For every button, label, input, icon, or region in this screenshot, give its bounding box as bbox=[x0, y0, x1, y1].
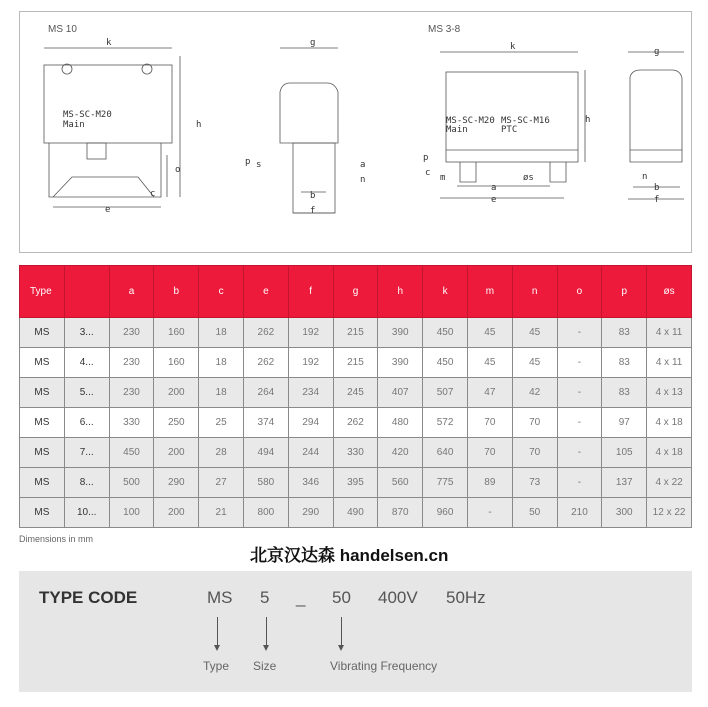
column-header: a bbox=[109, 266, 154, 318]
table-row bbox=[20, 318, 692, 348]
dimension-cell: 200 bbox=[154, 438, 199, 468]
dimension-cell: 294 bbox=[288, 408, 333, 438]
dim-m-right: m bbox=[440, 173, 446, 183]
dim-k: k bbox=[106, 38, 112, 48]
dimension-cell: 330 bbox=[109, 408, 154, 438]
dimension-cell: 262 bbox=[243, 318, 288, 348]
dimension-cell: 18 bbox=[199, 348, 244, 378]
dimension-cell: 572 bbox=[423, 408, 468, 438]
column-header: o bbox=[557, 266, 602, 318]
dimension-cell: 25 bbox=[199, 408, 244, 438]
connector-label: MS-SC-M20 bbox=[63, 110, 112, 120]
dim-g: g bbox=[310, 38, 316, 48]
connector1-sub: Main bbox=[446, 125, 468, 135]
arrow-down-icon bbox=[266, 617, 267, 647]
dimension-cell: 160 bbox=[154, 318, 199, 348]
dim-n-right: n bbox=[642, 172, 648, 182]
dimension-cell: 70 bbox=[512, 408, 557, 438]
dimension-cell: 290 bbox=[288, 498, 333, 528]
dimension-cell: 480 bbox=[378, 408, 423, 438]
dimension-cell: 230 bbox=[109, 378, 154, 408]
column-header: k bbox=[423, 266, 468, 318]
dim-e: e bbox=[105, 205, 111, 215]
dimension-cell: 230 bbox=[109, 318, 154, 348]
column-header: c bbox=[199, 266, 244, 318]
dim-h: h bbox=[196, 120, 202, 130]
dimension-cell: 45 bbox=[512, 318, 557, 348]
type-cell: 5... bbox=[64, 378, 109, 408]
column-header: b bbox=[154, 266, 199, 318]
column-header: Type bbox=[20, 266, 65, 318]
arrow-down-icon bbox=[341, 617, 342, 647]
dimension-cell: 18 bbox=[199, 378, 244, 408]
dim-os-right: øs bbox=[523, 173, 534, 183]
dimension-cell: - bbox=[557, 468, 602, 498]
dimension-cell: 490 bbox=[333, 498, 378, 528]
column-header: e bbox=[243, 266, 288, 318]
dimension-cell: 390 bbox=[378, 318, 423, 348]
type-cell: 10... bbox=[64, 498, 109, 528]
dimension-cell: - bbox=[557, 408, 602, 438]
dimension-cell: 89 bbox=[467, 468, 512, 498]
dimension-cell: 262 bbox=[243, 348, 288, 378]
code-part-voltage: 400V bbox=[378, 588, 418, 607]
dim-o: o bbox=[175, 165, 181, 175]
dimension-cell: - bbox=[557, 378, 602, 408]
table-row bbox=[20, 498, 692, 528]
column-header: g bbox=[333, 266, 378, 318]
dimension-cell: 870 bbox=[378, 498, 423, 528]
dimension-cell: 290 bbox=[154, 468, 199, 498]
dimension-cell: 245 bbox=[333, 378, 378, 408]
dimension-cell: 230 bbox=[109, 348, 154, 378]
table-row bbox=[20, 438, 692, 468]
dimension-cell: 192 bbox=[288, 348, 333, 378]
ms10-title: MS 10 bbox=[48, 24, 77, 35]
dimension-cell: 83 bbox=[602, 348, 647, 378]
dimension-cell: - bbox=[557, 438, 602, 468]
dimension-cell: 50 bbox=[512, 498, 557, 528]
column-header: n bbox=[512, 266, 557, 318]
dimension-cell: 4 x 13 bbox=[647, 378, 692, 408]
type-cell: MS bbox=[20, 348, 65, 378]
dim-h-right: h bbox=[585, 115, 591, 125]
dimension-cell: 200 bbox=[154, 498, 199, 528]
dimension-cell: 70 bbox=[467, 438, 512, 468]
dimension-cell: 97 bbox=[602, 408, 647, 438]
dim-e-right: e bbox=[491, 195, 497, 205]
drawing-labels bbox=[20, 12, 693, 254]
column-header: øs bbox=[647, 266, 692, 318]
type-cell: MS bbox=[20, 378, 65, 408]
dim-a: a bbox=[360, 160, 366, 170]
dim-g-right: g bbox=[654, 47, 660, 57]
dimension-cell: 42 bbox=[512, 378, 557, 408]
dim-c: c bbox=[150, 189, 156, 199]
type-cell: MS bbox=[20, 438, 65, 468]
dimension-cell: 4 x 22 bbox=[647, 468, 692, 498]
dimension-cell: 215 bbox=[333, 318, 378, 348]
dimension-cell: - bbox=[467, 498, 512, 528]
dimension-drawing bbox=[19, 11, 692, 253]
dimension-cell: 390 bbox=[378, 348, 423, 378]
dim-b: b bbox=[310, 191, 316, 201]
dimension-cell: 800 bbox=[243, 498, 288, 528]
dim-p: p bbox=[245, 157, 251, 167]
column-header: f bbox=[288, 266, 333, 318]
dimension-cell: 640 bbox=[423, 438, 468, 468]
dimension-cell: 45 bbox=[512, 348, 557, 378]
dimension-cell: 450 bbox=[423, 318, 468, 348]
dimension-cell: 45 bbox=[467, 348, 512, 378]
table-row bbox=[20, 378, 692, 408]
dimension-cell: 18 bbox=[199, 318, 244, 348]
code-part-size: 5 bbox=[260, 588, 270, 607]
dimension-cell: 244 bbox=[288, 438, 333, 468]
ms3-8-title: MS 3-8 bbox=[428, 24, 461, 35]
table-row bbox=[20, 468, 692, 498]
dimensions-table bbox=[19, 265, 692, 528]
dimension-cell: 395 bbox=[333, 468, 378, 498]
dimension-cell: 262 bbox=[333, 408, 378, 438]
type-cell: MS bbox=[20, 468, 65, 498]
code-part-hz: 50Hz bbox=[446, 588, 486, 607]
dimension-cell: - bbox=[557, 348, 602, 378]
dimension-cell: 234 bbox=[288, 378, 333, 408]
dimension-cell: 580 bbox=[243, 468, 288, 498]
dimension-cell: 560 bbox=[378, 468, 423, 498]
dimension-cell: 12 x 22 bbox=[647, 498, 692, 528]
dim-f: f bbox=[310, 206, 316, 216]
dimension-cell: 70 bbox=[467, 408, 512, 438]
dimension-cell: 21 bbox=[199, 498, 244, 528]
dimension-cell: 960 bbox=[423, 498, 468, 528]
label-size: Size bbox=[253, 659, 277, 673]
code-part-type: MS bbox=[207, 588, 233, 607]
dimensions-note: Dimensions in mm bbox=[19, 534, 94, 544]
dimension-cell: 73 bbox=[512, 468, 557, 498]
type-cell: 4... bbox=[64, 348, 109, 378]
dimension-cell: 300 bbox=[602, 498, 647, 528]
dimension-cell: 374 bbox=[243, 408, 288, 438]
column-header: p bbox=[602, 266, 647, 318]
type-cell: 8... bbox=[64, 468, 109, 498]
code-part-frequency: 50 bbox=[332, 588, 351, 607]
dim-n: n bbox=[360, 175, 366, 185]
code-part-sep: _ bbox=[296, 588, 306, 607]
dimension-cell: 47 bbox=[467, 378, 512, 408]
dimension-cell: 4 x 18 bbox=[647, 408, 692, 438]
dimension-cell: 507 bbox=[423, 378, 468, 408]
column-header: m bbox=[467, 266, 512, 318]
dim-f-right: f bbox=[654, 195, 660, 205]
connector2-sub: PTC bbox=[501, 125, 518, 135]
dimension-cell: 100 bbox=[109, 498, 154, 528]
dimension-cell: 407 bbox=[378, 378, 423, 408]
dimension-cell: 83 bbox=[602, 378, 647, 408]
dimension-cell: 500 bbox=[109, 468, 154, 498]
dimension-cell: 70 bbox=[512, 438, 557, 468]
dimension-cell: 137 bbox=[602, 468, 647, 498]
dim-s: s bbox=[256, 160, 262, 170]
connector1-label: MS-SC-M20 bbox=[446, 116, 495, 126]
dimension-cell: 105 bbox=[602, 438, 647, 468]
table-header-row bbox=[20, 266, 692, 318]
dimension-cell: 215 bbox=[333, 348, 378, 378]
dimension-cell: 45 bbox=[467, 318, 512, 348]
table-row bbox=[20, 408, 692, 438]
dimension-cell: - bbox=[557, 318, 602, 348]
dim-c-right: c bbox=[425, 168, 431, 178]
label-type: Type bbox=[203, 659, 230, 673]
dimension-cell: 450 bbox=[109, 438, 154, 468]
dimension-cell: 4 x 18 bbox=[647, 438, 692, 468]
type-cell: 7... bbox=[64, 438, 109, 468]
dim-k-right: k bbox=[510, 42, 516, 52]
dimension-cell: 420 bbox=[378, 438, 423, 468]
dim-b-right: b bbox=[654, 183, 660, 193]
dimension-cell: 192 bbox=[288, 318, 333, 348]
dimension-cell: 330 bbox=[333, 438, 378, 468]
dimension-cell: 775 bbox=[423, 468, 468, 498]
dimension-cell: 28 bbox=[199, 438, 244, 468]
type-code-box bbox=[19, 571, 692, 692]
dim-a-right: a bbox=[491, 183, 497, 193]
table-row bbox=[20, 348, 692, 378]
type-cell: MS bbox=[20, 408, 65, 438]
label-vibrating-frequency: Vibrating Frequency bbox=[330, 659, 438, 673]
column-header bbox=[64, 266, 109, 318]
dimension-cell: 83 bbox=[602, 318, 647, 348]
dimension-cell: 210 bbox=[557, 498, 602, 528]
dimension-cell: 200 bbox=[154, 378, 199, 408]
connector-sub: Main bbox=[63, 120, 85, 130]
column-header: h bbox=[378, 266, 423, 318]
dim-p-right: p bbox=[423, 153, 429, 163]
type-code-heading: TYPE CODE bbox=[39, 588, 138, 607]
dimension-cell: 4 x 11 bbox=[647, 318, 692, 348]
type-cell: 6... bbox=[64, 408, 109, 438]
dimension-cell: 160 bbox=[154, 348, 199, 378]
dimension-cell: 494 bbox=[243, 438, 288, 468]
type-cell: MS bbox=[20, 318, 65, 348]
dimension-cell: 250 bbox=[154, 408, 199, 438]
dimension-cell: 4 x 11 bbox=[647, 348, 692, 378]
arrow-down-icon bbox=[217, 617, 218, 647]
type-cell: MS bbox=[20, 498, 65, 528]
type-cell: 3... bbox=[64, 318, 109, 348]
connector2-label: MS-SC-M16 bbox=[501, 116, 550, 126]
dimension-cell: 27 bbox=[199, 468, 244, 498]
dimension-cell: 346 bbox=[288, 468, 333, 498]
watermark: 北京汉达森 handelsen.cn bbox=[250, 546, 449, 565]
dimension-cell: 264 bbox=[243, 378, 288, 408]
dimension-cell: 450 bbox=[423, 348, 468, 378]
